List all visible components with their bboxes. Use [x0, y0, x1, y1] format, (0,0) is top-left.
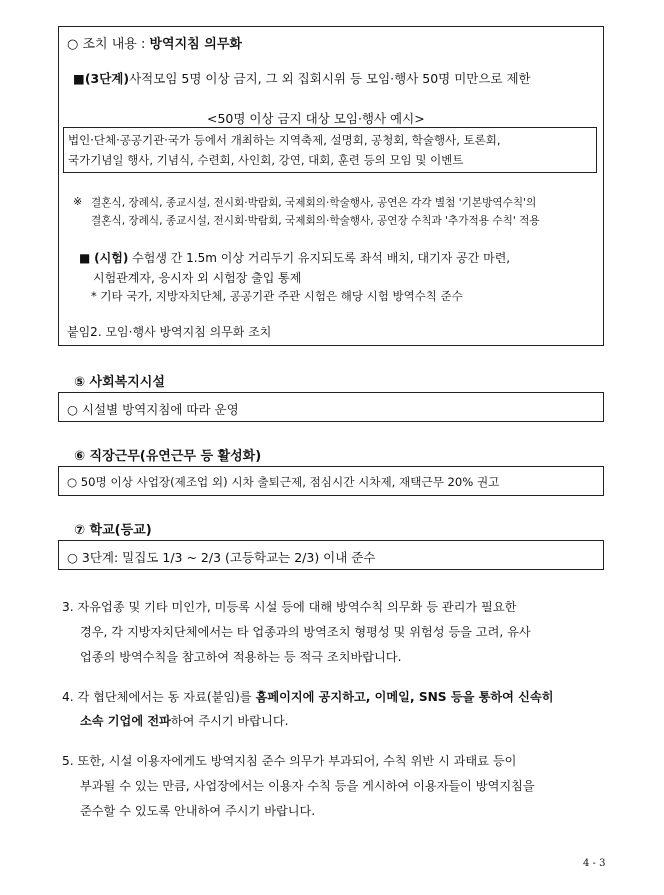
step3-label: (3단계)	[84, 71, 130, 86]
measure-title: 방역지침 의무화	[149, 37, 242, 52]
square-bullet-icon: ■	[79, 251, 91, 265]
para4-suffix: 하여 주시기 바랍니다.	[170, 714, 289, 728]
step3-text: 사적모임 5명 이상 금지, 그 외 집회시위 등 모임·행사 50명 미만으로 제한	[129, 71, 531, 86]
section5-box	[58, 392, 604, 422]
section7-box	[58, 540, 604, 570]
para5-line-3: 준수할 수 있도록 안내하여 주시기 바랍니다.	[80, 804, 316, 818]
note-line-1: 결혼식, 장례식, 종교시설, 전시회·박람회, 국제회의·학술행사, 공연은 각각 별첨 '기본방역수칙'의	[91, 197, 537, 209]
measure-prefix: ○ 조치 내용 :	[67, 37, 150, 52]
note-line-2: 결혼식, 장례식, 종교시설, 전시회·박람회, 국제회의·학술행사, 공연장 수칙과 '추가적용 수칙' 적용	[91, 215, 540, 227]
example-box	[63, 127, 597, 173]
section6-box	[58, 466, 604, 496]
page-number: 4 - 3	[583, 858, 606, 869]
section7-text: ○ 3단계: 밀집도 1/3 ~ 2/3 (고등학교는 2/3) 이내 준수	[67, 550, 376, 565]
square-bullet-icon: ■	[73, 71, 85, 86]
section5-title: ⑤ 사회복지시설	[74, 375, 165, 390]
section6-title: ⑥ 직장근무(유연근무 등 활성화)	[74, 449, 262, 464]
para4-prefix: 4. 각 협단체에서는 동 자료(붙임)를	[62, 690, 256, 704]
example-line-2: 국가기념일 행사, 기념식, 수련회, 사인회, 강연, 대회, 훈련 등의 모임 및 이벤트	[68, 153, 464, 167]
para3-line-2: 경우, 각 지방자치단체에서는 타 업종과의 방역조치 형평성 및 위험성 등을 고려, 유사	[80, 625, 531, 639]
para3-line-1: 3. 자유업종 및 기타 미인가, 미등록 시설 등에 대해 방역수칙 의무화 등 관리가 필요한	[62, 600, 517, 614]
section6-text: ○ 50명 이상 사업장(제조업 외) 시차 출퇴근제, 점심시간 시차제, 재택근무 20% 권고	[67, 475, 500, 489]
step3-line	[73, 69, 531, 87]
exam-line-2: 시험관계자, 응시자 외 시험장 출입 통제	[93, 271, 302, 285]
para4-line-2	[80, 712, 289, 729]
example-line-1: 법인·단체·공공기관·국가 등에서 개최하는 지역축제, 설명회, 공청회, 학술행사, 토론회,	[68, 133, 501, 147]
para4-line-1	[62, 688, 554, 705]
measure-line	[67, 33, 242, 52]
section5-text: ○ 시설별 방역지침에 따라 운영	[67, 402, 239, 417]
note-mark: ※	[73, 195, 83, 208]
exam-text-1: 수험생 간 1.5m 이상 거리두기 유지되도록 좌석 배치, 대기자 공간 마련,	[132, 251, 511, 265]
para5-line-1: 5. 또한, 시설 이용자에게도 방역지침 준수 의무가 부과되어, 수칙 위반 시 과태료 등이	[62, 754, 517, 768]
attachment-ref: 붙임2. 모임·행사 방역지침 의무화 조치	[67, 325, 272, 339]
example-title: <50명 이상 금지 대상 모임·행사 예시>	[207, 111, 425, 126]
exam-line-1	[79, 249, 510, 266]
para4-bold-1: 홈페이지에 공지하고, 이메일, SNS 등을 통하여 신속히	[255, 690, 554, 704]
para3-line-3: 업종의 방역수칙을 참고하여 적용하는 등 적극 조치바랍니다.	[80, 650, 402, 664]
section7-title: ⑦ 학교(등교)	[74, 523, 152, 538]
para5-line-2: 부과될 수 있는 만큼, 사업장에서는 이용자 수칙 등을 게시하여 이용자들이 방역지침을	[80, 779, 535, 793]
exam-label: (시험)	[94, 251, 129, 265]
exam-line-3: * 기타 국가, 지방자치단체, 공공기관 주관 시험은 해당 시험 방역수칙 준수	[91, 289, 463, 303]
measures-box	[58, 26, 604, 346]
para4-bold-2: 소속 기업에 전파	[80, 714, 171, 728]
